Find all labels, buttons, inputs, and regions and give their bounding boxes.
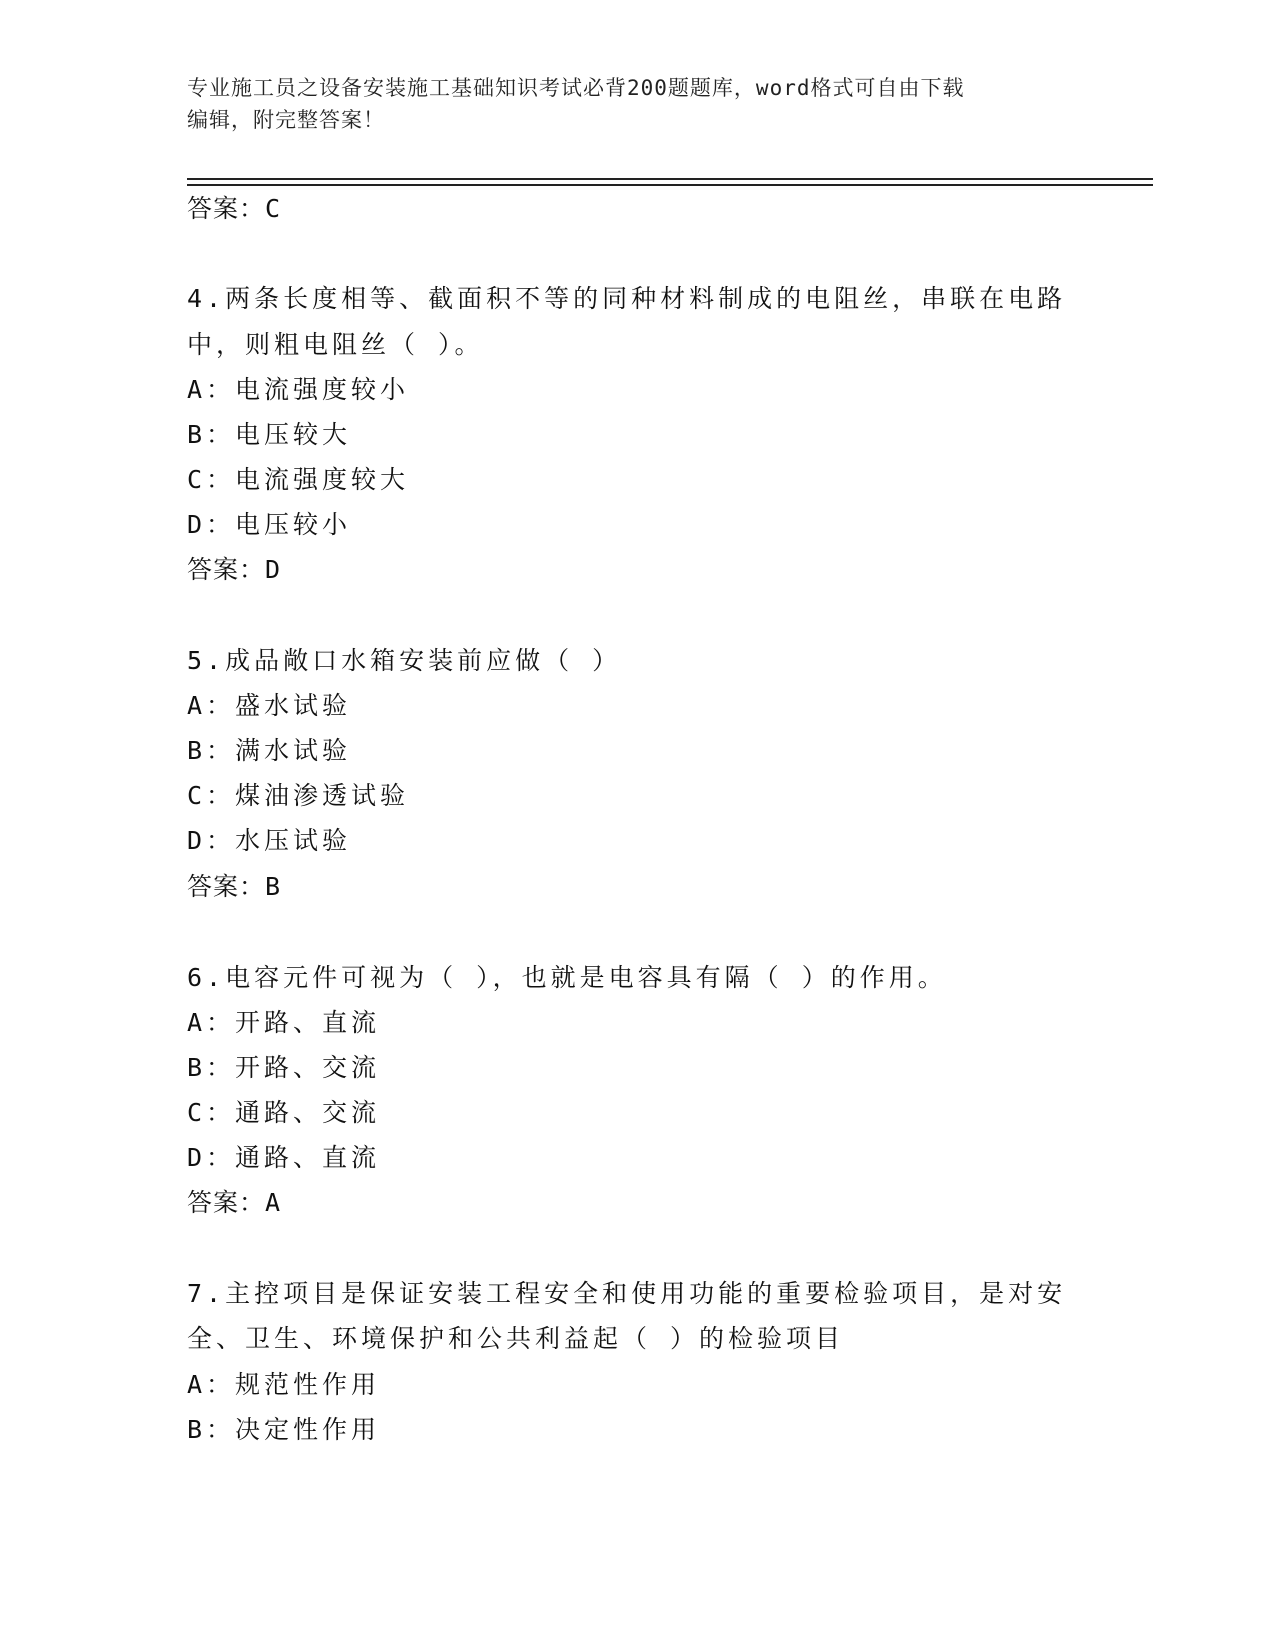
option-line: D：通路、直流: [187, 1143, 381, 1172]
option-line: B：开路、交流: [187, 1053, 381, 1082]
option-line: C：煤油渗透试验: [187, 781, 410, 810]
question-line: 7.主控项目是保证安装工程安全和使用功能的重要检验项目，是对安: [187, 1279, 1067, 1308]
question-line: 6.电容元件可视为（ ），也就是电容具有隔（ ）的作用。: [187, 963, 947, 992]
answer-line: 答案：C: [187, 194, 282, 223]
answer-line: 答案：D: [187, 555, 282, 584]
header-line-2: 编辑，附完整答案！: [187, 108, 385, 132]
option-line: A：盛水试验: [187, 691, 352, 720]
option-line: A：开路、直流: [187, 1008, 381, 1037]
question-line: 4.两条长度相等、截面积不等的同种材料制成的电阻丝，串联在电路: [187, 284, 1067, 313]
answer-line: 答案：A: [187, 1188, 282, 1217]
option-line: B：满水试验: [187, 736, 352, 765]
answer-line: 答案：B: [187, 872, 282, 901]
option-line: D：电压较小: [187, 510, 352, 539]
question-line: 中，则粗电阻丝（ ）。: [187, 330, 484, 359]
header-line-1: 专业施工员之设备安装施工基础知识考试必背200题题库，word格式可自由下载: [187, 76, 965, 100]
option-line: D：水压试验: [187, 826, 352, 855]
option-line: B：电压较大: [187, 420, 352, 449]
option-line: B：决定性作用: [187, 1415, 381, 1444]
option-line: A：电流强度较小: [187, 375, 410, 404]
header-rule-top: [187, 178, 1153, 180]
header-rule-bottom: [187, 184, 1153, 186]
question-line: 5.成品敞口水箱安装前应做（ ）: [187, 646, 622, 675]
option-line: A：规范性作用: [187, 1370, 381, 1399]
option-line: C：电流强度较大: [187, 465, 410, 494]
document-header: [187, 72, 1067, 136]
question-line: 全、卫生、环境保护和公共利益起（ ）的检验项目: [187, 1324, 845, 1353]
option-line: C：通路、交流: [187, 1098, 381, 1127]
